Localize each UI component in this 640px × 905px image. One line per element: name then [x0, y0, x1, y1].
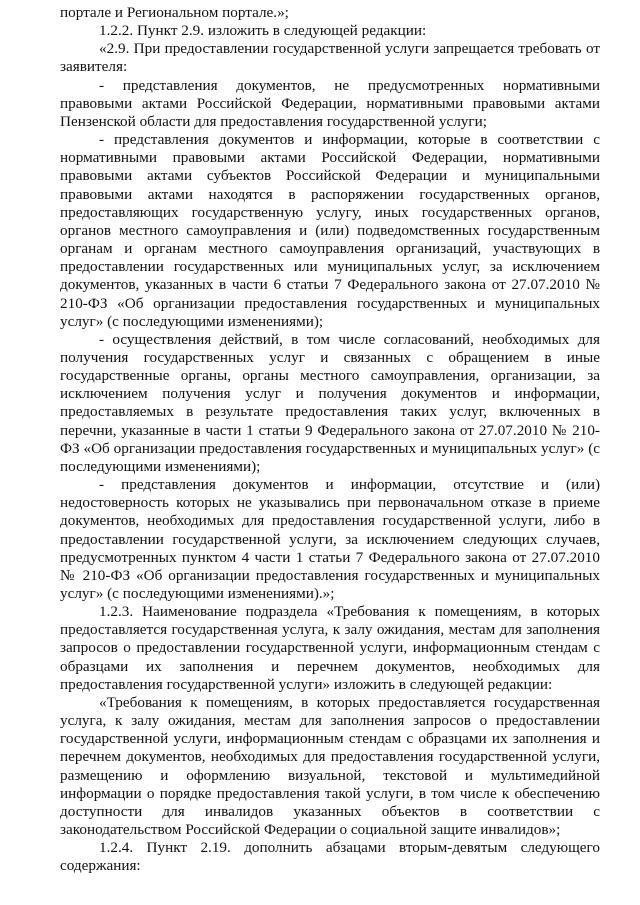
list-item-missing-information: - представления документов и информации, отсутствие и (или) недостоверность которых не указывались при первоначальном отказе в приеме документов, необходимых для предоставления государственной услуги, либо в предоставлении государственной услуги, за исключением следующих случаев, предусмотренных пунктом 4 части 1 статьи 7 Федерального закона от 27.07.2010 № 210-ФЗ «Об организации предоставления государственных и муниципальных услуг» (с последующими изменениями).»;	[60, 476, 600, 602]
paragraph-1-2-2: 1.2.2. Пункт 2.9. изложить в следующей редакции:	[99, 22, 427, 40]
paragraph-2-9: «2.9. При предоставлении государственной услуги запрещается требовать от заявителя:	[60, 40, 600, 76]
list-item-approvals: - осуществления действий, в том числе согласований, необходимых для получения государственных услуг и связанных с обращением в иные государственные органы, органы местного самоуправления, организации, за исключением получения услуг и получения документов и информации, предоставляемых в результате предоставления таких услуг, включенных в перечни, указанные в части 1 статьи 9 Федерального закона от 27.07.2010 № 210-ФЗ «Об организации предоставления государственных и муниципальных услуг» (с последующими изменениями);	[60, 330, 600, 475]
list-item-documents-not-required: - представления документов, не предусмотренных нормативными правовыми актами Российской Федерации, нормативными правовыми актами Пензенской области для предоставления государственной услуги;	[60, 76, 600, 130]
paragraph-1-2-4: 1.2.4. Пункт 2.19. дополнить абзацами вторым-девятым следующего содержания:	[60, 839, 600, 875]
paragraph-1-2-3: 1.2.3. Наименование подраздела «Требования к помещениям, в которых предоставляется государственная услуга, к залу ожидания, местам для заполнения запросов о предоставлении государственной услуги, информационным стендам с образцами их заполнения и перечнем документов, необходимых для предоставления государственной услуги» изложить в следующей редакции:	[60, 603, 600, 693]
paragraph-quoted-title: «Требования к помещениям, в которых предоставляется государственная услуга, к залу ожидания, местам для заполнения запросов о предоставлении государственной услуги, информационным стендам с образцами их заполнения и перечнем документов, необходимых для предоставления государственной услуги, размещению и оформлению визуальной, текстовой и мультимедийной информации о порядке предоставления такой услуги, в том числе к обеспечению доступности для инвалидов указанных объектов в соответствии с законодательством Российской Федерации о социальной защите инвалидов»;	[60, 693, 600, 839]
paragraph-continuation: порталe и Региональном портале.»;	[60, 4, 289, 21]
list-item-documents-in-possession: - представления документов и информации, которые в соответствии с нормативными правовыми актами Российской Федерации, нормативными правовыми актами субъектов Российской Федерации и муниципальными правовыми актами находятся в распоряжении государственных органов, предоставляющих государственную услугу, иных государственных органов, органов местного самоуправления и (или) подведомственных государственным органам и органам местного самоуправления организаций, участвующих в предоставлении государственных или муниципальных услуг, за исключением документов, указанных в части 6 статьи 7 Федерального закона от 27.07.2010 № 210-ФЗ «Об организации предоставления государственных и муниципальных услуг» (с последующими изменениями);	[60, 131, 600, 330]
